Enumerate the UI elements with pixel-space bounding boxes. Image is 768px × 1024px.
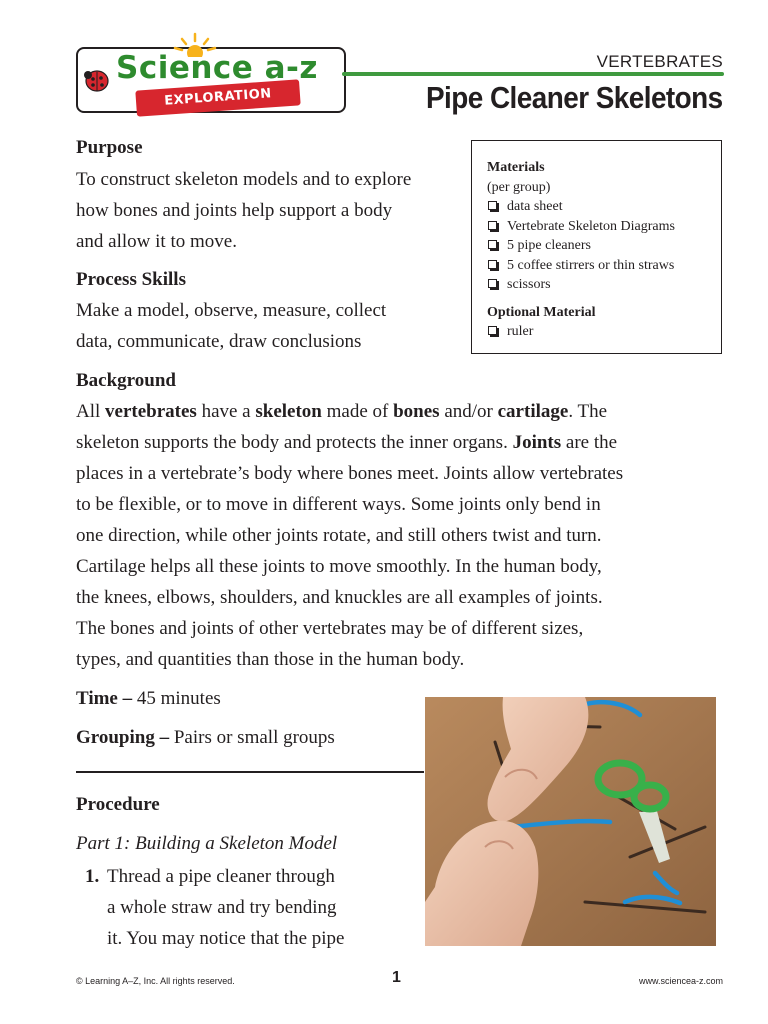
- materials-item: [487, 197, 721, 217]
- materials-item: [487, 217, 721, 237]
- materials-heading: Materials: [487, 160, 545, 175]
- time-line: [76, 683, 221, 714]
- background-heading: Background: [76, 370, 176, 391]
- procedure-part-title: Part 1: Building a Skeleton Model: [76, 833, 338, 854]
- header-rule: [342, 72, 724, 76]
- materials-box: [471, 140, 722, 354]
- process-skills-line: Make a model, observe, measure, collect: [76, 300, 387, 321]
- process-skills-heading: Process Skills: [76, 269, 186, 290]
- time-label: Time –: [76, 688, 133, 709]
- materials-item-label: 5 pipe cleaners: [507, 238, 591, 253]
- step-line: it. You may notice that the pipe: [107, 928, 345, 949]
- term-joints: Joints: [512, 432, 562, 453]
- ladybug-icon: [81, 64, 111, 94]
- materials-item-label: Vertebrate Skeleton Diagrams: [507, 218, 675, 234]
- procedure-heading: Procedure: [76, 794, 160, 815]
- grouping-line: [76, 722, 335, 753]
- background-line: All vertebrates have a skeleton made of bones and/or cartilage. The: [76, 401, 608, 422]
- background-text: [76, 396, 736, 675]
- logo-ribbon: EXPLORATION: [135, 79, 300, 116]
- checkbox-icon: [488, 201, 497, 210]
- background-line: skeleton supports the body and protects the inner organs. Joints are the: [76, 432, 618, 453]
- checkbox-icon: [488, 279, 497, 288]
- time-value: 45 minutes: [132, 688, 221, 709]
- step-line: Thread a pipe cleaner through: [107, 866, 335, 887]
- website-url: www.sciencea-z.com: [638, 976, 723, 986]
- page-number: 1: [392, 969, 401, 986]
- background-line: places in a vertebrate’s body where bones meet. Joints allow vertebrates: [76, 463, 624, 484]
- grouping-value: Pairs or small groups: [169, 727, 335, 748]
- page-title: Pipe Cleaner Skeletons: [426, 80, 723, 115]
- step-number: 1.: [85, 866, 100, 887]
- step-line: a whole straw and try bending: [107, 897, 337, 918]
- checkbox-icon: [488, 326, 497, 335]
- step-text: [107, 861, 407, 954]
- category-label: VERTEBRATES: [596, 52, 723, 71]
- background-line: one direction, while other joints rotate, and still others twist and turn.: [76, 525, 602, 546]
- materials-item: [487, 256, 721, 276]
- background-line: Cartilage helps all these joints to move smoothly. In the human body,: [76, 556, 602, 577]
- background-line: The bones and joints of other vertebrates may be of different sizes,: [76, 618, 584, 639]
- optional-materials-list: [487, 322, 721, 342]
- background-line: types, and quantities than those in the human body.: [76, 649, 465, 670]
- checkbox-icon: [488, 260, 497, 269]
- materials-subheading: (per group): [487, 179, 551, 195]
- term-bones: bones: [393, 401, 440, 422]
- purpose-line: and allow it to move.: [76, 231, 237, 252]
- materials-list: [487, 197, 721, 295]
- optional-materials-item: [487, 322, 721, 342]
- section-divider: [76, 771, 424, 773]
- purpose-text: [76, 164, 466, 257]
- materials-item-label: data sheet: [507, 199, 563, 214]
- purpose-line: To construct skeleton models and to explore: [76, 169, 412, 190]
- grouping-label: Grouping –: [76, 727, 170, 748]
- logo-wordmark: Science a-z: [116, 50, 318, 86]
- background-line: to be flexible, or to move in different ways. Some joints only bend in: [76, 494, 601, 515]
- materials-item: [487, 236, 721, 256]
- term-skeleton: skeleton: [255, 401, 322, 422]
- term-vertebrates: vertebrates: [105, 401, 197, 422]
- process-skills-text: [76, 295, 466, 357]
- purpose-heading: Purpose: [76, 137, 143, 158]
- copyright: © Learning A–Z, Inc. All rights reserved.: [76, 976, 235, 986]
- term-cartilage: cartilage: [497, 401, 569, 422]
- checkbox-icon: [488, 221, 497, 230]
- purpose-line: how bones and joints help support a body: [76, 200, 393, 221]
- materials-item-label: 5 coffee stirrers or thin straws: [507, 257, 675, 273]
- checkbox-icon: [488, 240, 497, 249]
- optional-material-heading: Optional Material: [487, 304, 596, 320]
- process-skills-line: data, communicate, draw conclusions: [76, 331, 362, 352]
- activity-photo: [425, 697, 716, 946]
- materials-item: [487, 275, 721, 295]
- materials-item-label: scissors: [507, 277, 551, 292]
- background-line: the knees, elbows, shoulders, and knuckles are all examples of joints.: [76, 587, 603, 608]
- optional-materials-item-label: ruler: [507, 324, 534, 339]
